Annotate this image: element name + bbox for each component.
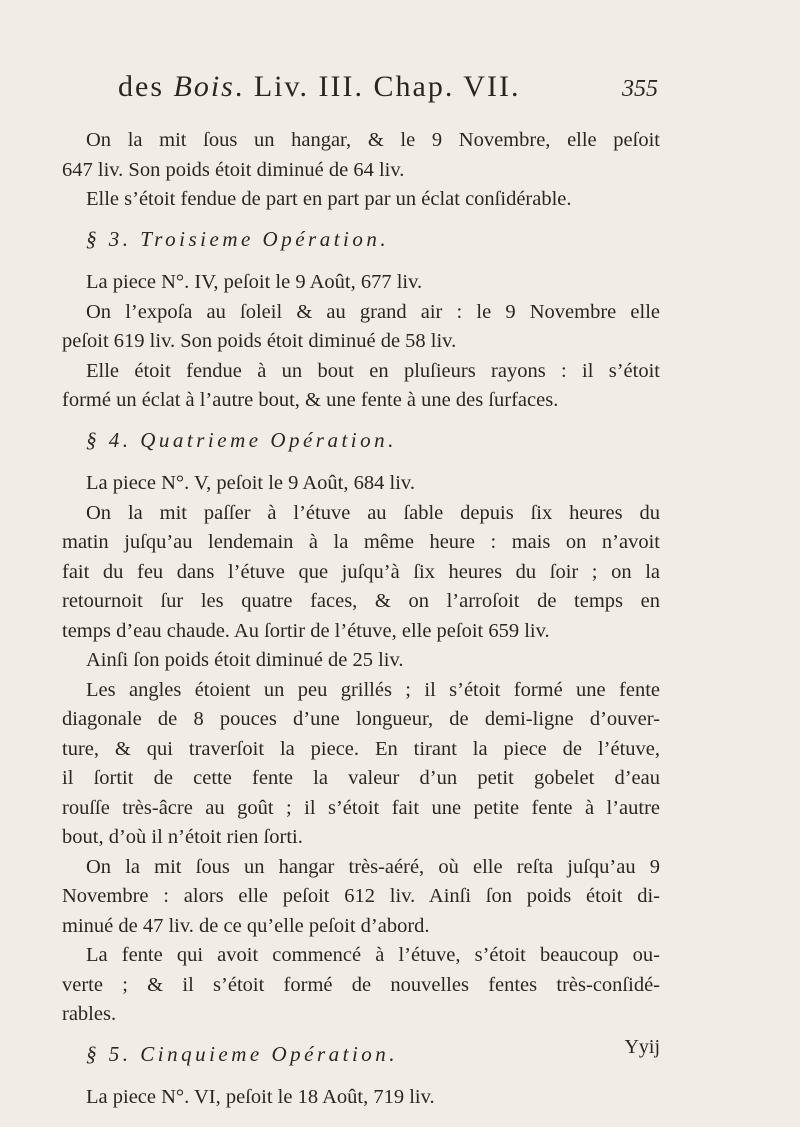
paragraph <box>62 126 660 215</box>
text-line: Novembre : alors elle peſoit 612 liv. Ainſi ſon poids étoit di- <box>62 885 660 907</box>
text-line: On la mit paſſer à l’étuve au ſable depuis ſix heures du <box>86 501 660 524</box>
text-line: On la mit ſous un hangar très-aéré, où elle reſta juſqu’au 9 <box>86 855 660 878</box>
text-line: il ſortit de cette fente la valeur d’un petit gobelet d’eau <box>62 767 660 789</box>
text-line: Elle s’étoit fendue de part en part par un éclat conſidérable. <box>86 188 572 210</box>
text-line: minué de 47 liv. de ce qu’elle peſoit d’abord. <box>62 914 430 937</box>
paragraph <box>62 268 660 416</box>
text-line: Les angles étoient un peu grillés ; il s’étoit formé une fente <box>86 678 660 701</box>
text-line: 647 liv. Son poids étoit diminué de 64 liv. <box>62 158 405 181</box>
section-heading: § 4. Quatrieme Opération. <box>86 427 397 452</box>
text-line: Ainſi ſon poids étoit diminué de 25 liv. <box>86 649 404 671</box>
paragraph <box>62 469 660 1030</box>
section-heading: § 5. Cinquieme Opération. <box>86 1041 399 1066</box>
paragraph <box>62 1083 660 1113</box>
text-line: rouſſe très-âcre au goût ; il s’étoit fait une petite fente à l’autre <box>62 796 660 819</box>
text-line: verte ; & il s’étoit formé de nouvelles fentes très-conſidé- <box>62 973 660 996</box>
running-title <box>118 70 520 104</box>
section-heading: § 3. Troisieme Opération. <box>86 226 390 251</box>
text-line: formé un éclat à l’autre bout, & une fente à une des ſurfaces. <box>62 389 559 411</box>
signature-mark: Yyij <box>624 1036 660 1058</box>
text-line: La piece N°. V, peſoit le 9 Août, 684 liv. <box>86 472 415 494</box>
running-title-suffix: . Liv. III. Chap. VII. <box>234 70 521 103</box>
page-footer <box>62 1035 660 1059</box>
page-number: 355 <box>622 76 658 102</box>
text-line: Elle étoit fendue à un bout en pluſieurs rayons : il s’étoit <box>86 359 660 382</box>
text-line: La piece N°. IV, peſoit le 9 Août, 677 liv. <box>86 271 423 293</box>
text-line: ture, & qui traverſoit la piece. En tirant la piece de l’étuve, <box>62 737 660 760</box>
running-header <box>118 70 658 104</box>
text-line: peſoit 619 liv. Son poids étoit diminué de 58 liv. <box>62 330 457 352</box>
text-line: diagonale de 8 pouces d’une longueur, de demi-ligne d’ouver- <box>62 708 660 730</box>
text-line: La piece N°. VI, peſoit le 18 Août, 719 liv. <box>86 1086 435 1108</box>
text-line: temps d’eau chaude. Au ſortir de l’étuve, elle peſoit 659 liv. <box>62 619 550 642</box>
running-title-prefix: des <box>118 70 164 103</box>
text-line: La fente qui avoit commencé à l’étuve, s’étoit beaucoup ou- <box>86 944 660 966</box>
running-title-italic: Bois <box>173 70 235 103</box>
text-line: bout, d’où il n’étoit rien ſorti. <box>62 826 303 848</box>
text-line: fait du feu dans l’étuve que juſqu’à ſix heures du ſoir ; on la <box>62 560 660 583</box>
text-line: On l’expoſa au ſoleil & au grand air : le 9 Novembre elle <box>86 300 660 323</box>
text-line: rables. <box>62 1003 117 1025</box>
page-body <box>62 126 660 1113</box>
text-line: matin juſqu’au lendemain à la même heure : mais on n’avoit <box>62 531 660 553</box>
text-line: retournoit ſur les quatre faces, & on l’arroſoit de temps en <box>62 590 660 612</box>
text-line: On la mit ſous un hangar, & le 9 Novembre, elle peſoit <box>86 129 660 151</box>
